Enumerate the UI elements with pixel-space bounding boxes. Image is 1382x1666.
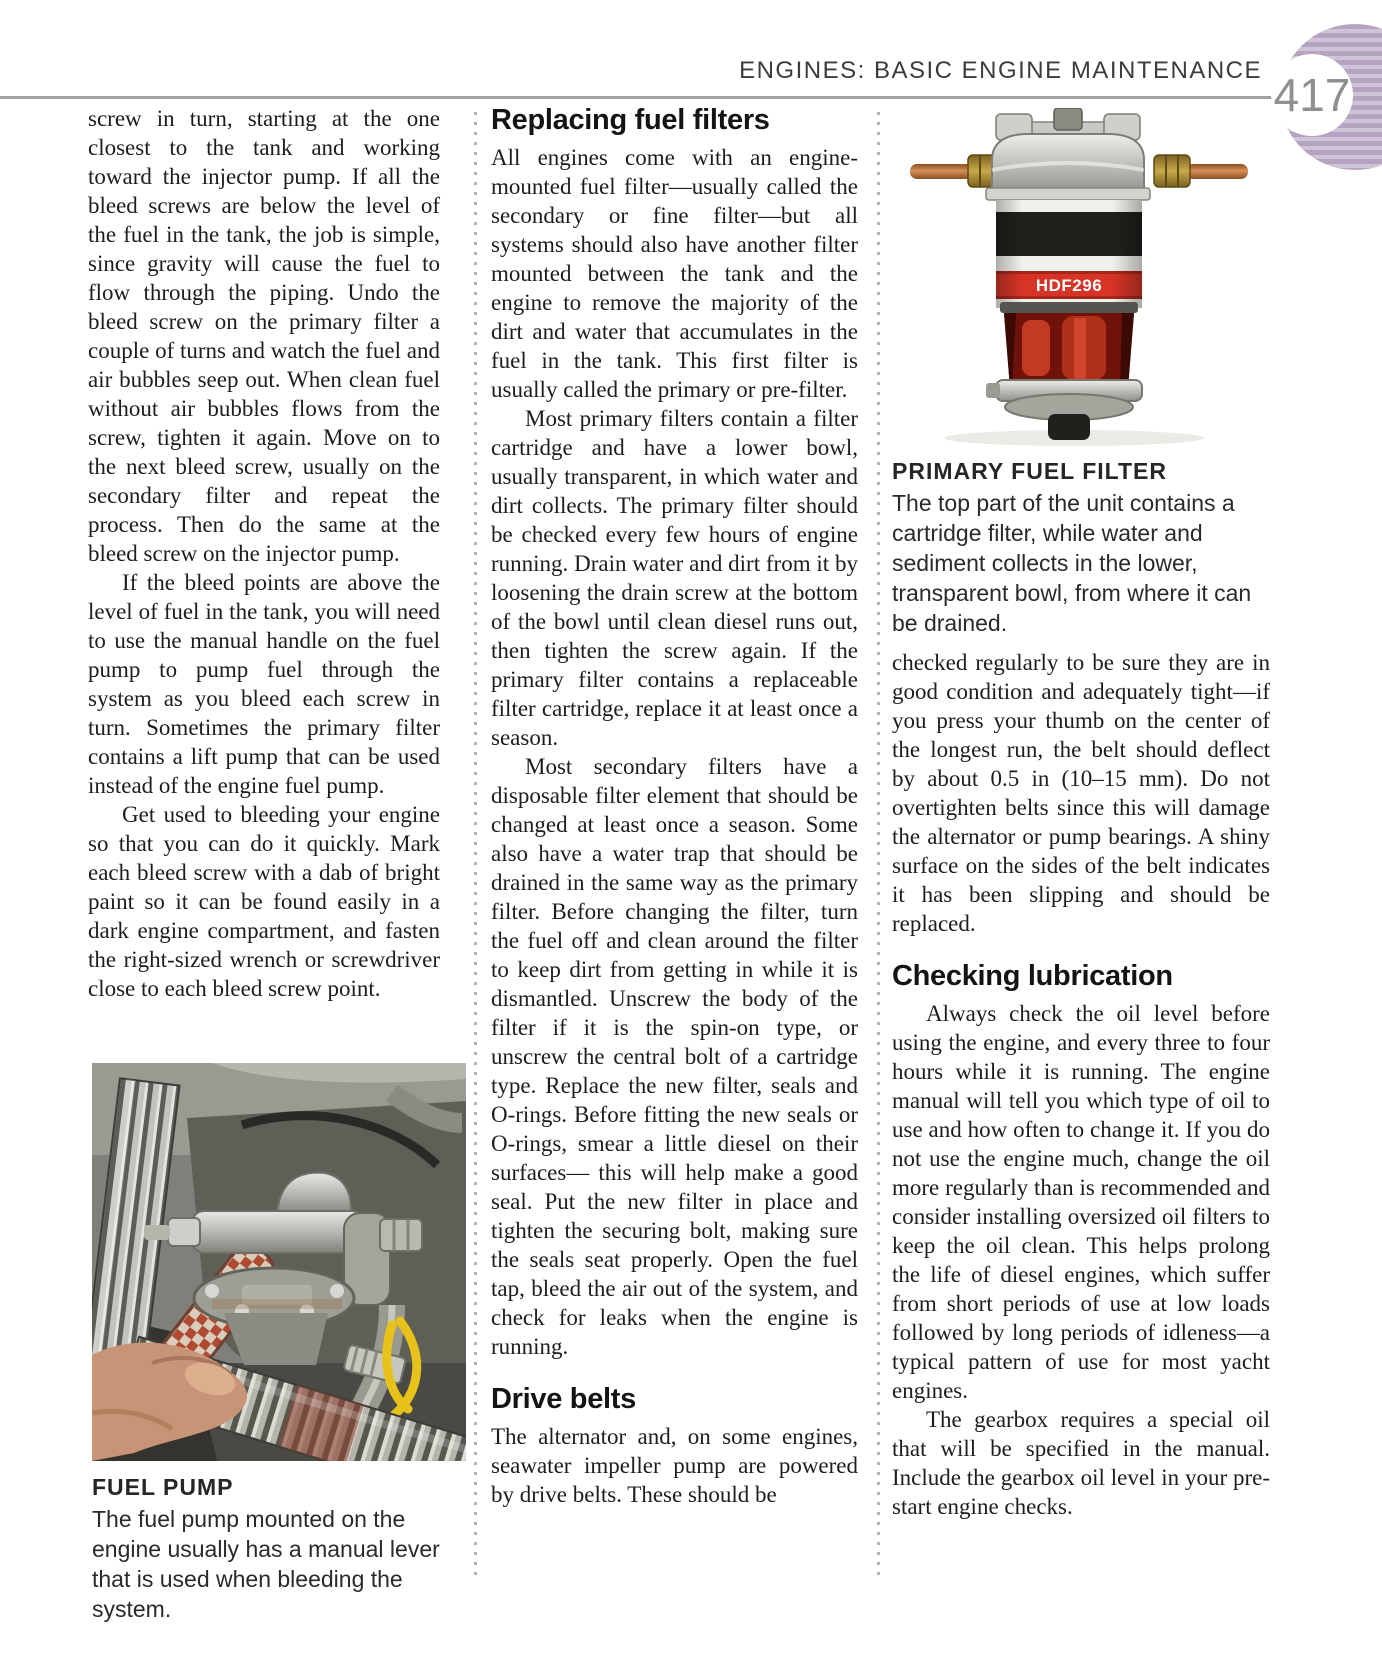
primary-fuel-filter-caption: [892, 458, 1270, 638]
right-column-text: [892, 648, 1270, 1521]
paragraph: If the bleed points are above the level of fuel in the tank, you will need to use the manual handle on the fuel pump to pump fuel through the system as you bleed each screw in turn. Sometimes the primary filter contains a lift pump that can be used instead of the engine fuel pump.: [88, 570, 440, 798]
left-column-text: [88, 104, 440, 1003]
paragraph: The alternator and, on some engines, seawater impeller pump are powered by drive belts. These should be: [491, 1424, 858, 1507]
fuel-pump-caption: [92, 1474, 448, 1624]
header-rule: [0, 96, 1273, 99]
section-heading: Checking lubrication: [892, 960, 1173, 992]
caption-text: The top part of the unit contains a cartridge filter, while water and sediment collects in the lower, transparent bowl, from where it can be drained.: [892, 490, 1252, 636]
filter-model-label: HDF296: [1035, 276, 1103, 295]
paragraph: All engines come with an engine-mounted fuel filter—usually called the secondary or fine filter—but all systems should also have another filter mounted between the tank and the engine to remove the majority of the dirt and water that accumulates in the fuel in the tank. This first filter is usually called the primary or pre-filter.: [491, 145, 858, 402]
page-number-badge: [1271, 54, 1353, 136]
paragraph: screw in turn, starting at the one closest to the tank and working toward the injector pump. If all the bleed screws are below the level of the fuel in the tank, the job is simple, since gravity will cause the fuel to flow through the piping. Undo the bleed screw on the primary filter a couple of turns and watch the fuel and air bubbles seep out. When clean fuel without air bubbles flows from the screw, tighten it again. Move on to the next bleed screw, usually on the secondary filter and repeat the process. Then do the same at the bleed screw on the injector pump.: [88, 106, 440, 566]
paragraph: Always check the oil level before using the engine, and every three to four hours while it is running. The engine manual will tell you which type of oil to use and how often to change it. If you do not use the engine much, change the oil more regularly than is recommended and consider installing oversized oil filters to keep the oil clean. This helps prolong the life of diesel engines, which suffer from short periods of use at low loads followed by long periods of idleness—a typical pattern of use for most yacht engines.: [892, 1001, 1270, 1403]
section-heading: Replacing fuel filters: [491, 104, 770, 136]
paragraph: Most secondary filters have a disposable filter element that should be changed at least once a season. Some also have a water trap that should be drained in the same way as the primary filter. Before changing the filter, turn the fuel off and clean around the filter to keep dirt from getting in while it is dismantled. Unscrew the body of the filter if it is the spin-on type, or unscrew the central bolt of a cartridge type. Replace the new filter, seals and O-rings. Before fitting the new seals or O-rings, smear a little diesel on their surfaces— this will help make a good seal. Put the new filter in place and tighten the securing bolt, making sure the seals seat properly. Open the fuel tap, bleed the air out of the system, and check for leaks when the engine is running.: [491, 754, 858, 1359]
paragraph: Most primary filters contain a filter cartridge and have a lower bowl, usually transparent, in which water and dirt collects. The primary filter should be checked every few hours of engine running. Drain water and dirt from it by loosening the drain screw at the bottom of the bowl until clean diesel runs out, then tighten the screw again. If the primary filter contains a replaceable filter cartridge, replace it at least once a season.: [491, 406, 858, 750]
fuel-pump-photo: [92, 1063, 466, 1461]
column-divider-dotted-right: [877, 112, 880, 1578]
caption-title: FUEL PUMP: [92, 1474, 234, 1500]
page-number: 417: [1273, 69, 1351, 121]
paragraph: checked regularly to be sure they are in good condition and adequately tight—if you press your thumb on the center of the longest run, the belt should deflect by about 0.5 in (10–15 mm). Do not overtighten belts since this will damage the alternator or pump bearings. A shiny surface on the sides of the belt indicates it has been slipping and should be replaced.: [892, 650, 1270, 936]
column-divider-dotted-left: [474, 112, 477, 1578]
section-heading: Drive belts: [491, 1383, 636, 1415]
fuel-pump-illustration: [92, 1063, 466, 1461]
paragraph: Get used to bleeding your engine so that you can do it quickly. Mark each bleed screw with a dab of bright paint so it can be found easily in a dark engine compartment, and fasten the right-sized wrench or screwdriver close to each bleed screw point.: [88, 802, 440, 1001]
caption-title: PRIMARY FUEL FILTER: [892, 458, 1167, 484]
middle-column-text: [491, 104, 858, 1509]
paragraph: The gearbox requires a special oil that will be specified in the manual. Include the gearbox oil level in your pre-start engine checks.: [892, 1407, 1270, 1519]
caption-text: The fuel pump mounted on the engine usually has a manual lever that is used when bleeding the system.: [92, 1506, 440, 1622]
running-header-title: ENGINES: BASIC ENGINE MAINTENANCE: [739, 57, 1262, 84]
